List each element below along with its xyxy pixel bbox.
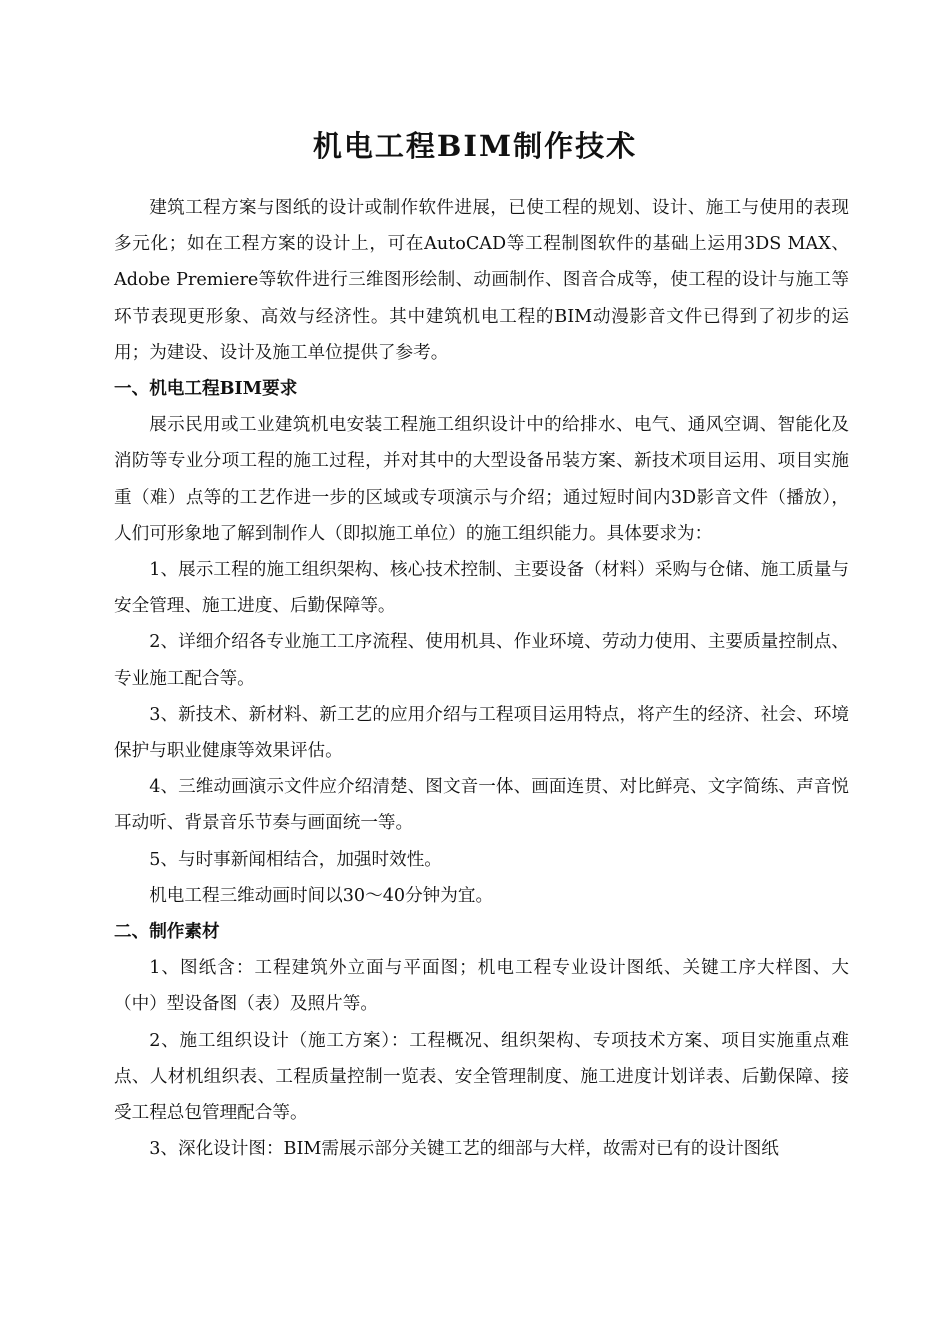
requirement-item-1: 1、展示工程的施工组织架构、核心技术控制、主要设备（材料）采购与仓储、施工质量与安全管理、施工进度、后勤保障等。 xyxy=(114,560,849,617)
intro-paragraph: 建筑工程方案与图纸的设计或制作软件进展，已使工程的规划、设计、施工与使用的表现多元化；如在工程方案的设计上，可在AutoCAD等工程制图软件的基础上运用3DS MAX、Adobe Premiere等软件进行三维图形绘制、动画制作、图音合成等，使工程的设计与施工等环节表现更形象、高效与经济性。其中建筑机电工程的BIM动漫影音文件已得到了初步的运用；为建设、设计及施工单位提供了参考。 xyxy=(114,198,849,363)
duration-note: 机电工程三维动画时间以30～40分钟为宜。 xyxy=(149,885,494,906)
material-item-3: 3、深化设计图：BIM需展示部分关键工艺的细部与大样，故需对已有的设计图纸 xyxy=(149,1139,779,1160)
requirement-item-5: 5、与时事新闻相结合，加强时效性。 xyxy=(149,849,442,870)
requirement-item-4: 4、三维动画演示文件应介绍清楚、图文音一体、画面连贯、对比鲜亮、文字简练、声音悦耳动听、背景音乐节奏与画面统一等。 xyxy=(114,777,849,834)
section-heading-requirements: 一、机电工程BIM要求 xyxy=(114,378,298,400)
document-body xyxy=(114,190,849,1167)
requirement-item-3: 3、新技术、新材料、新工艺的应用介绍与工程项目运用特点，将产生的经济、社会、环境保护与职业健康等效果评估。 xyxy=(114,704,849,762)
document-title: 机电工程BIM制作技术 xyxy=(312,129,638,163)
material-item-2: 2、施工组织设计（施工方案）：工程概况、组织架构、专项技术方案、项目实施重点难点、人材机组织表、工程质量控制一览表、安全管理制度、施工进度计划详表、后勤保障、接受工程总包管理配合等。 xyxy=(114,1030,849,1124)
requirement-item-2: 2、详细介绍各专业施工工序流程、使用机具、作业环境、劳动力使用、主要质量控制点、专业施工配合等。 xyxy=(114,632,849,689)
section-heading-materials: 二、制作素材 xyxy=(114,921,220,943)
requirements-intro-paragraph: 展示民用或工业建筑机电安装工程施工组织设计中的给排水、电气、通风空调、智能化及消防等专业分项工程的施工过程，并对其中的大型设备吊装方案、新技术项目运用、项目实施重（难）点等的工艺作进一步的区域或专项演示与介绍；通过短时间内3D影音文件（播放），人们可形象地了解到制作人（即拟施工单位）的施工组织能力。具体要求为： xyxy=(114,415,849,544)
material-item-1: 1、图纸含：工程建筑外立面与平面图；机电工程专业设计图纸、关键工序大样图、大（中）型设备图（表）及照片等。 xyxy=(114,958,849,1015)
